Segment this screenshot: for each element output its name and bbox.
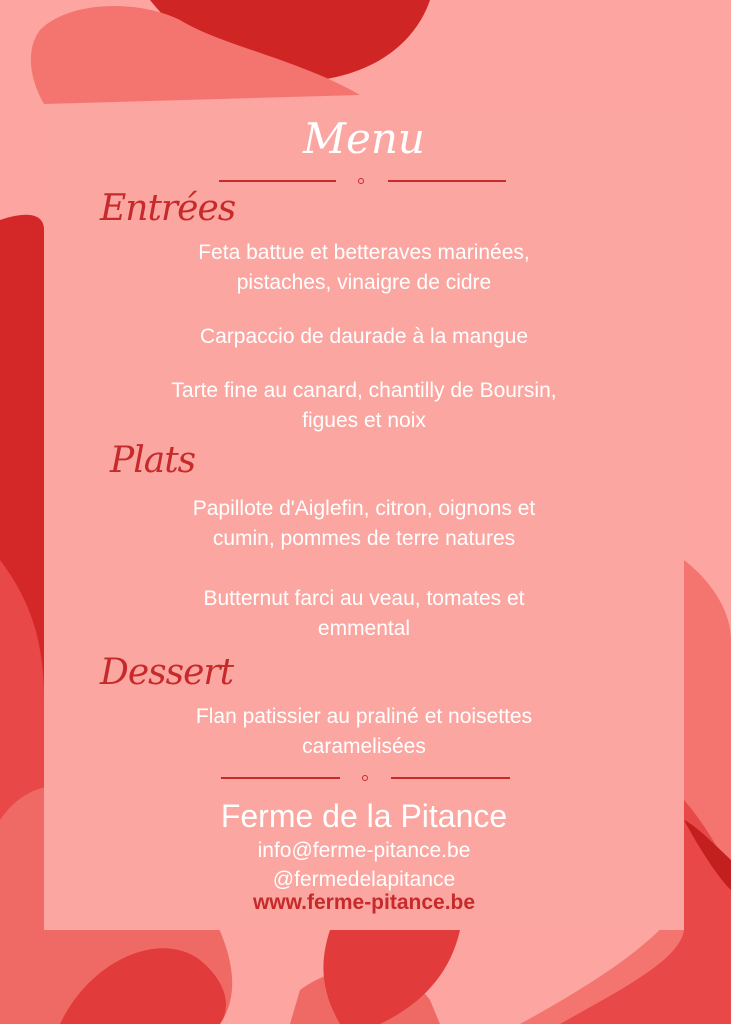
menu-card bbox=[44, 104, 684, 930]
bottom-divider-left bbox=[221, 777, 340, 779]
menu-item: Tarte fine au canard, chantilly de Boursin, figues et noix bbox=[171, 379, 557, 432]
top-divider-right bbox=[388, 180, 506, 182]
website-link[interactable]: www.ferme-pitance.be bbox=[252, 891, 476, 914]
menu-item: Carpaccio de daurade à la mangue bbox=[199, 325, 529, 348]
section-heading-dessert: Dessert bbox=[100, 652, 234, 693]
bottom-divider-right bbox=[391, 777, 510, 779]
social-handle: @fermedelapitance bbox=[272, 868, 456, 891]
section-heading-entrees: Entrées bbox=[100, 188, 236, 229]
menu-title: Menu bbox=[303, 114, 425, 163]
menu-item: Papillote d'Aiglefin, citron, oignons et cumin, pommes de terre natures bbox=[192, 497, 536, 550]
section-heading-plats: Plats bbox=[110, 440, 196, 481]
email-text: info@ferme-pitance.be bbox=[257, 839, 471, 862]
farm-name: Ferme de la Pitance bbox=[220, 798, 508, 834]
top-divider-left bbox=[219, 180, 336, 182]
bottom-divider-dot bbox=[362, 775, 368, 781]
menu-item: Feta battue et betteraves marinées, pistaches, vinaigre de cidre bbox=[198, 241, 530, 294]
top-divider-dot bbox=[358, 178, 364, 184]
menu-item: Butternut farci au veau, tomates et emmental bbox=[203, 587, 525, 640]
menu-item: Flan patissier au praliné et noisettes caramelisées bbox=[195, 705, 533, 758]
